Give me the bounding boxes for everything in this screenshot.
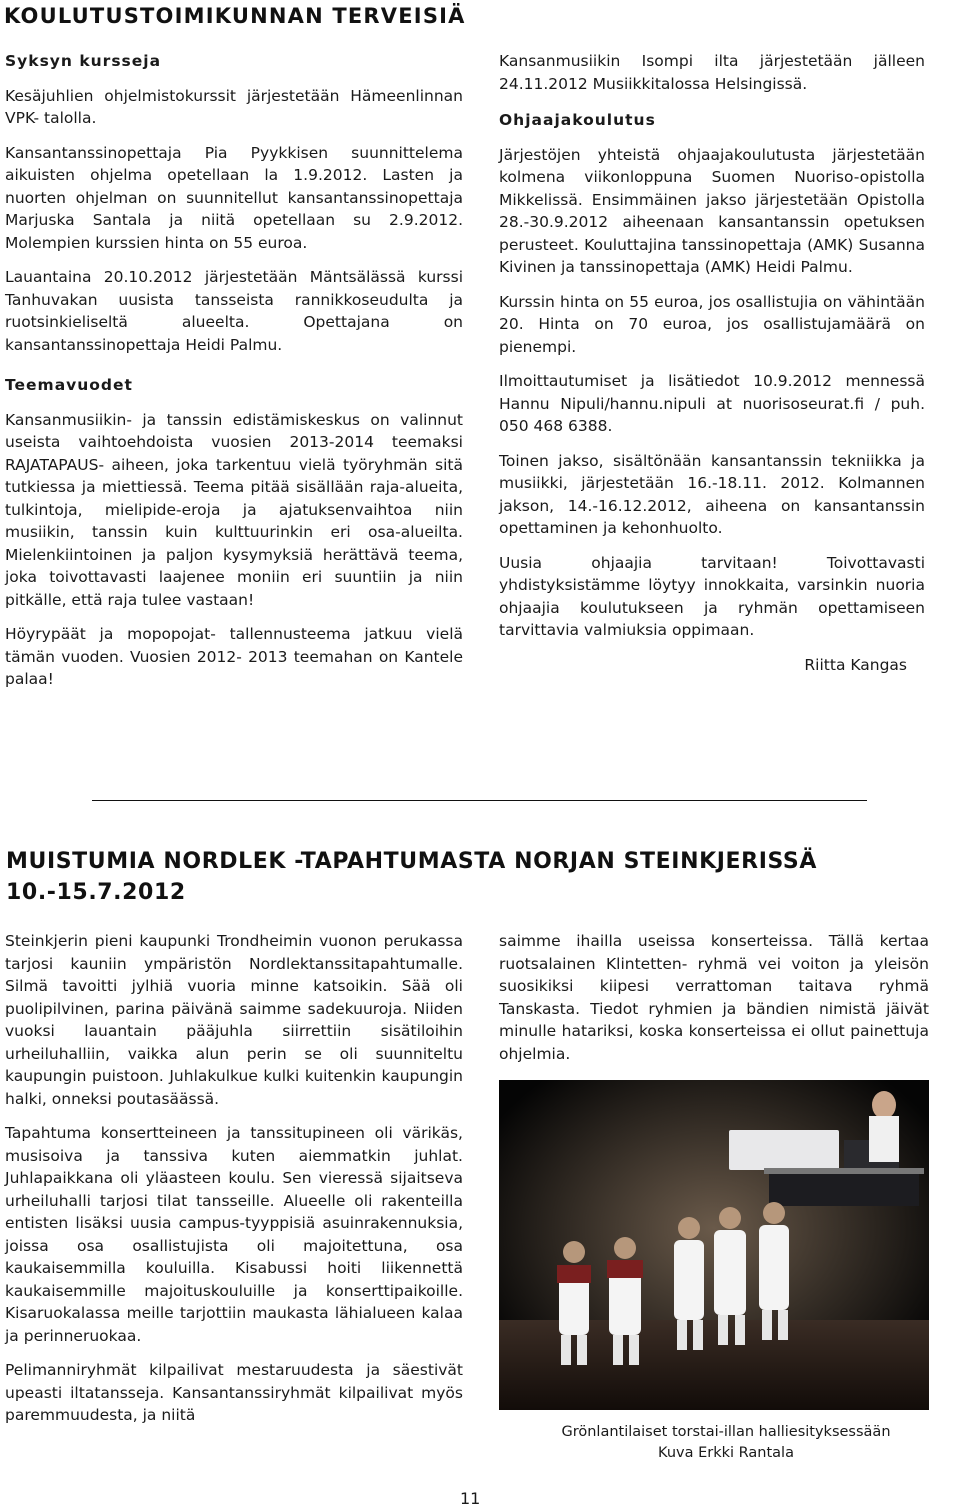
caption-line: Grönlantilaiset torstai-illan halliesityksessään	[561, 1424, 891, 1440]
left-column-section2	[5, 930, 463, 1439]
photo-credit: Kuva Erkki Rantala	[658, 1445, 794, 1461]
section-divider	[92, 800, 867, 801]
heading-teemavuodet: Teemavuodet	[5, 376, 133, 394]
paragraph: Kurssin hinta on 55 euroa, jos osallistujia on vähintään 20. Hinta on 70 euroa, jos osallistujamäärä on pienempi.	[499, 292, 925, 356]
heading-syksyn-kursseja: Syksyn kursseja	[5, 52, 162, 70]
page-title: KOULUTUSTOIMIKUNNAN TERVEISIÄ	[4, 4, 466, 28]
paragraph: Ilmoittautumiset ja lisätiedot 10.9.2012 mennessä Hannu Nipuli/hannu.nipuli at nuorisoseurat.fi / puh. 050 468 6388.	[499, 372, 925, 435]
paragraph: Tapahtuma konsertteineen ja tanssitupineen oli värikäs, musisoiva ja tanssiva kuten aiemmatkin juhlat. Juhlapaikkana oli yläasteen koulu. Sen vieressä sijaitseva urheiluhalli tarjosi tilat tansseille. Alueelle oli rakenteilla entisten lisäksi uusia campus-tyyppisiä asuinrakennuksia, joissa osa osallistujista oli majoitettuna, osa kaukaisemmilla kouluilla. Kisabussi hoiti liikennettä kaukaisemmille majoituskouluille ja konserttipaikoille. Kisaruokalassa meille tarjottiin maukasta lähialueen kalaa ja perinneruokaa.	[5, 1124, 463, 1345]
performance-photo	[499, 1080, 929, 1410]
right-column-section1	[499, 50, 925, 688]
paragraph: Järjestöjen yhteistä ohjaajakoulutusta järjestetään kolmena viikonloppuna Suomen Nuoriso-opistolla Mikkelissä. Ensimmäinen jakso järjestetään Opistolla 28.-30.9.2012 aiheenaan kansantanssin opetuksen perusteet. Kouluttajina tanssinopettaja (AMK) Susanna Kivinen ja tanssinopettaja (AMK) Heidi Palmu.	[499, 145, 925, 276]
paragraph: Uusia ohjaajia tarvitaan! Toivottavasti yhdistyksistämme löytyy innokkaita, varsinkin nuoria ohjaajia koulutukseen ja ryhmän opettamiseen tarvittavia valmiuksia oppimaan.	[499, 553, 925, 639]
paragraph: Toinen jakso, sisältönään kansantanssin tekniikka ja musiikki, järjestetään 16.-18.11. 2012. Kolmannen jakson, 14.-16.12.2012, aiheena on kansantanssin opettaminen ja kehonhuolto.	[499, 451, 925, 537]
paragraph: Kesäjuhlien ohjelmistokurssit järjestetään Hämeenlinnan VPK- talolla.	[5, 86, 463, 127]
author-signature: Riitta Kangas	[804, 655, 907, 674]
photo-caption	[499, 1422, 953, 1464]
paragraph: Kansanmusiikin- ja tanssin edistämiskeskus on valinnut useista vaihtoehdoista vuosien 2013-2014 teemaksi RAJATAPAUS- aiheen, joka tarkentuu vielä työryhmän sitä tutkiessa ja miettiessä. Teema pitää sisällään raja-alueita, tulkintoja, mielipide-eroja ja ajatuksenvaihtoa niin musiikin, tanssin kuin kulttuurinkin eri osa-alueilta. Mielenkiintoinen ja paljon kysymyksiä herättävä teema, joka toivottavasti laajenee moniin eri suuntiin ja niin pitkälle, että raja tulee vastaan!	[5, 410, 463, 609]
paragraph: saimme ihailla useissa konserteissa. Tällä kertaa ruotsalainen Klintetten- ryhmä vei voiton ja yleisön suosikiksi kiipesi verrattoman taitava ryhmä Tanskasta. Tiedot ryhmien ja bändien nimistä jäivät minulle hatariksi, koska konserteissa ei ollut painettuja ohjelmia.	[499, 932, 929, 1063]
paragraph: Lauantaina 20.10.2012 järjestetään Mäntsälässä kurssi Tanhuvakan uusista tansseista rannikkoseudulta ja ruotsinkieliseltä alueelta. Opettajana on kansantanssinopettaja Heidi Palmu.	[5, 268, 463, 354]
stage-photo-illustration	[499, 1080, 929, 1410]
paragraph: Steinkjerin pieni kaupunki Trondheimin vuonon perukassa tarjosi kauniin ympäristön Nordlektanssitapahtumalle. Silmä tavoitti jylhiä vuoria minne katsoikin. Sää oli puolipilvinen, parina päivänä saimme sadekuuroja. Niiden vuoksi lauantain pääjuhla siirrettiin sisätiloihin urheiluhalliin, vaikka alun perin se oli suunniteltu kaupungin puistoon. Juhlakulkue kulki kuitenkin kaupungin halki, onneksi poutasäässä.	[5, 932, 463, 1108]
paragraph: Höyrypäät ja mopopojat- tallennusteema jatkuu vielä tämän vuoden. Vuosien 2012- 2013 teemahan on Kantele palaa!	[5, 625, 463, 688]
article-headline: MUISTUMIA NORDLEK -TAPAHTUMASTA NORJAN STEINKJERISSÄ 10.-15.7.2012	[6, 849, 818, 905]
paragraph: Pelimanniryhmät kilpailivat mestaruudesta ja säestivät upeasti iltatansseja. Kansantanssiryhmät kilpailivat myös paremmuudesta, ja niitä	[5, 1361, 463, 1424]
right-column-section2	[499, 930, 929, 1077]
paragraph: Kansantanssinopettaja Pia Pyykkisen suunnittelema aikuisten ohjelma opetellaan la 1.9.2012. Lasten ja nuorten ohjelman on suunnitellut kansantanssinopettaja Marjuska Santala ja niitä opetellaan su 2.9.2012. Molempien kurssien hinta on 55 euroa.	[5, 143, 463, 252]
page-number: 11	[460, 1489, 481, 1508]
paragraph: Kansanmusiikin Isompi ilta järjestetään jälleen 24.11.2012 Musiikkitalossa Helsingissä.	[499, 52, 925, 93]
left-column-section1	[5, 50, 463, 703]
heading-ohjaajakoulutus: Ohjaajakoulutus	[499, 111, 656, 129]
